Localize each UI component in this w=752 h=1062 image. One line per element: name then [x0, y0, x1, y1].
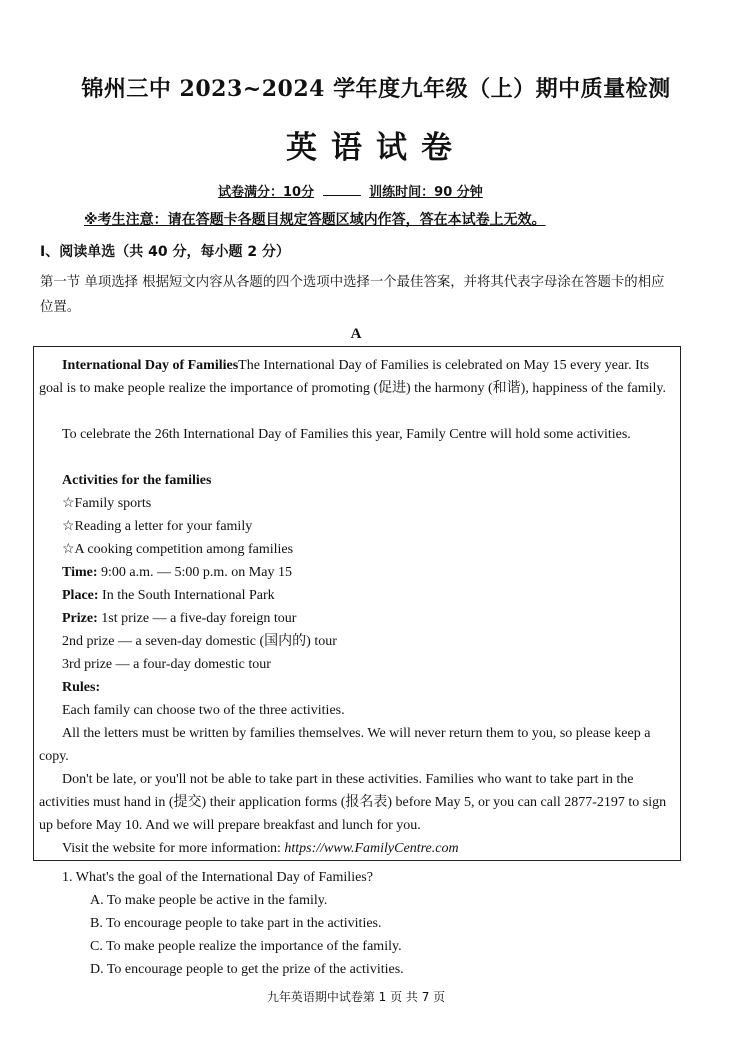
rules-label: Rules: [62, 680, 101, 695]
part-label: A [350, 326, 362, 342]
intro-heading: International Day of Families [62, 358, 239, 373]
rule-1: Each family can choose two of the three activities. [62, 703, 345, 718]
activity-item: ☆Reading a letter for your family [62, 519, 253, 534]
prize-1: 1st prize — a five-day foreign tour [97, 611, 297, 626]
option-d: D. To encourage people to get the prize of the activities. [90, 962, 404, 977]
place-value: In the South International Park [98, 588, 275, 603]
passage-paragraph-2: To celebrate the 26th International Day of Families this year, Family Centre will hold some activities. [62, 427, 631, 442]
intro-text: The International Day of Families is celebrated on May 15 every year. Its goal is to make people realize the importance of promoting (促进) the harmony (和谐), happiness of the family. [39, 358, 666, 396]
page-footer: 九年英语期中试卷第 1 页 共 7 页 [266, 990, 446, 1004]
section-heading: Ⅰ、阅读单选（共 40 分，每小题 2 分） [40, 244, 290, 260]
option-c: C. To make people realize the importance of the family. [90, 939, 402, 954]
exam-time: 训练时间：90 分钟 [369, 185, 483, 200]
activities-heading: Activities for the families [62, 473, 212, 488]
prize-2: 2nd prize — a seven-day domestic (国内的) tour [62, 634, 337, 649]
activity-item: ☆A cooking competition among families [62, 542, 294, 557]
visit-line [62, 837, 459, 860]
website-link: https://www.FamilyCentre.com [284, 841, 459, 856]
rule-3: Don't be late, or you'll not be able to take part in these activities. Families who want to take part in the activities must hand in (提交) their application forms (报名表) before May 5, or you can call 2877-2197 to sign up before May 10. And we will prepare breakfast and lunch for you. [39, 772, 667, 833]
rule-2: All the letters must be written by families themselves. We will never return them to you, so please keep a copy. [39, 726, 651, 764]
place-line [62, 584, 275, 607]
prize-line [62, 607, 296, 630]
exam-title: 锦州三中 2023~2024 学年度九年级（上）期中质量检测 [81, 76, 671, 102]
exam-subtitle: 英语试卷 [286, 130, 466, 166]
option-b: B. To encourage people to take part in the activities. [90, 916, 382, 931]
option-a: A. To make people be active in the family. [90, 893, 328, 908]
question-stem: 1. What's the goal of the International Day of Families? [62, 870, 373, 885]
time-line [62, 561, 292, 584]
time-value: 9:00 a.m. — 5:00 p.m. on May 15 [97, 565, 292, 580]
meta-divider [323, 185, 361, 196]
prize-label: Prize: [62, 611, 98, 626]
place-label: Place: [62, 588, 99, 603]
candidate-notice: ※考生注意：请在答题卡各题目规定答题区域内作答，答在本试卷上无效。 [84, 212, 546, 228]
time-label: Time: [62, 565, 98, 580]
activity-item: ☆Family sports [62, 496, 152, 511]
exam-meta [218, 181, 483, 200]
full-score: 试卷满分：10分 [218, 185, 315, 200]
passage-intro [39, 354, 673, 400]
section-instruction: 第一节 单项选择 根据短文内容从各题的四个选项中选择一个最佳答案，并将其代表字母涂在答题卡的相应位置。 [40, 275, 665, 315]
visit-text: Visit the website for more information: [62, 841, 285, 856]
prize-3: 3rd prize — a four-day domestic tour [62, 657, 271, 672]
